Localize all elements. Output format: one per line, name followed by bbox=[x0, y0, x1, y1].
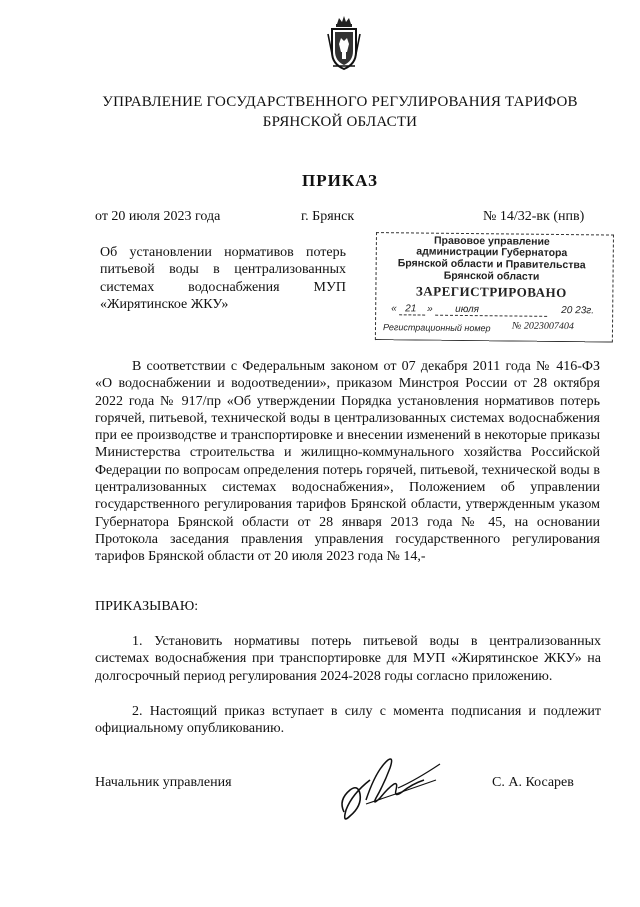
registration-stamp bbox=[369, 232, 614, 343]
signatory-name: С. А. Косарев bbox=[492, 775, 574, 790]
stamp-line-4: Брянской области bbox=[443, 269, 540, 283]
stamp-reg-number: № 2023007404 bbox=[511, 320, 575, 333]
preamble-paragraph: В соответствии с Федеральным законом от 07 декабря 2011 года № 416-ФЗ «О водоснабжении и водоотведении», приказом Минстроя России от 28 октября 2022 года № 917/пр «Об утверждении Порядка установления нормативов потерь горячей, питьевой, технической воды в централизованных системах водоснабжения при ее производстве и транспортировке и внесении изменений в некоторые приказы Министерства строительства и жилищно-коммунального хозяйства Российской Федерации по вопросам определения потерь горячей, питьевой, технической воды в централизованных системах водоснабжения», Положением об управлении государственного регулирования тарифов Брянской области, утвержденным указом Губернатора Брянской области от 28 января 2013 года № 45, на основании Протокола заседания правления управления государственного регулирования тарифов Брянской области от 20 июля 2023 года № 14,- bbox=[95, 359, 600, 565]
stamp-registered: ЗАРЕГИСТРИРОВАНО bbox=[415, 283, 567, 301]
authority-line-2: БРЯНСКОЙ ОБЛАСТИ bbox=[262, 114, 418, 130]
order-subject: Об установлении нормативов потерь питьевой воды в централизованных системах водоснабжения МУП «Жирятинское ЖКУ» bbox=[100, 245, 346, 312]
stamp-year-prefix: 20 bbox=[561, 305, 573, 317]
signatory-role: Начальник управления bbox=[95, 775, 232, 790]
stamp-month: июля bbox=[455, 303, 480, 316]
document-title: ПРИКАЗ bbox=[302, 171, 378, 190]
stamp-line-2: администрации Губернатора bbox=[416, 245, 568, 260]
order-city: г. Брянск bbox=[301, 209, 355, 224]
order-item-1: 1. Установить нормативы потерь питьевой воды в централизованных системах водоснабжения при транспортировке для МУП «Жирятинское ЖКУ» на долгосрочный период регулирования 2024-2028 годы согласно приложению. bbox=[95, 634, 601, 684]
issuing-authority bbox=[0, 92, 640, 132]
stamp-day: 21 bbox=[405, 303, 417, 315]
stamp-year-end: 23г. bbox=[575, 305, 595, 317]
order-directive: ПРИКАЗЫВАЮ: bbox=[95, 599, 199, 614]
order-item-2: 2. Настоящий приказ вступает в силу с момента подписания и подлежит официальному опубликованию. bbox=[95, 704, 601, 737]
handwritten-signature bbox=[336, 750, 452, 830]
authority-line-1: УПРАВЛЕНИЕ ГОСУДАРСТВЕННОГО РЕГУЛИРОВАНИЯ ТАРИФОВ bbox=[102, 94, 578, 110]
stamp-line-3: Брянской области и Правительства bbox=[397, 257, 586, 272]
order-number: № 14/32-вк (нпв) bbox=[483, 209, 585, 224]
stamp-line-1: Правовое управление bbox=[433, 234, 550, 248]
stamp-date: « 21 » июля 20 23г. bbox=[391, 303, 595, 317]
coat-of-arms-icon bbox=[327, 14, 361, 72]
order-date: от 20 июля 2023 года bbox=[95, 209, 221, 224]
stamp-reg-label: Регистрационный номер bbox=[382, 322, 491, 334]
